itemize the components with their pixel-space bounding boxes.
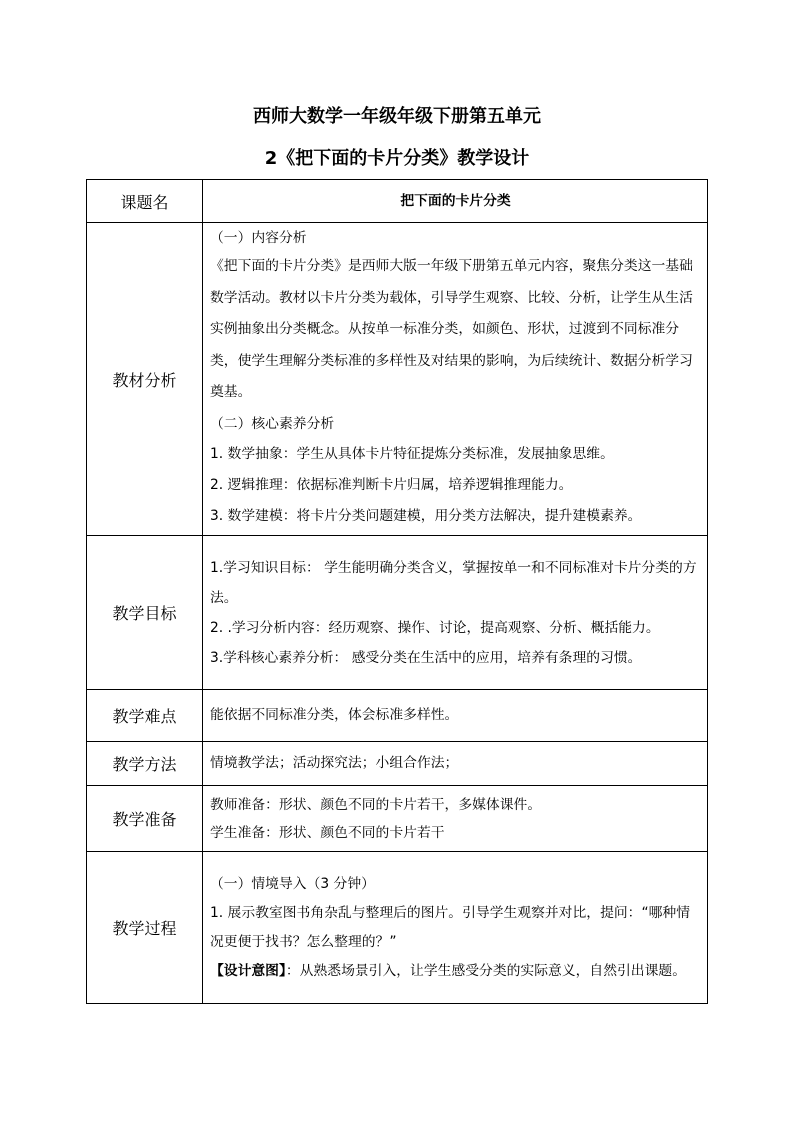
process-step: 1. 展示教室图书角杂乱与整理后的图片。引导学生观察并对比，提问：“哪种情况更便于找书？怎么整理的？” <box>210 904 690 950</box>
course-name-label: 课题名 <box>87 180 203 223</box>
analysis-section1-title: （一）内容分析 <box>210 230 307 247</box>
table-row <box>87 180 708 223</box>
analysis-item: 2. 逻辑推理：依据标准判断卡片归属，培养逻辑推理能力。 <box>210 476 573 493</box>
methods-label: 教学方法 <box>87 742 203 786</box>
goals-cell <box>203 536 708 690</box>
document-title-line1: 西师大数学一年级年级下册第五单元 <box>253 106 541 127</box>
difficulty-text: 能依据不同标准分类，体会标准多样性。 <box>203 690 708 742</box>
table-row <box>87 852 708 1004</box>
analysis-cell <box>203 223 708 536</box>
process-section-title: （一）情境导入（3 分钟） <box>210 875 375 892</box>
process-label: 教学过程 <box>87 852 203 1004</box>
goals-item: 2. .学习分析内容：经历观察、操作、讨论，提高观察、分析、概括能力。 <box>210 619 660 636</box>
teacher-preparation: 教师准备：形状、颜色不同的卡片若干，多媒体课件。 <box>210 796 542 813</box>
goals-label: 教学目标 <box>87 536 203 690</box>
table-row <box>87 742 708 786</box>
table-row <box>87 223 708 536</box>
design-intent <box>210 957 701 986</box>
goals-item: 3.学科核心素养分析： 感受分类在生活中的应用，培养有条理的习惯。 <box>210 649 642 666</box>
table-row <box>87 786 708 852</box>
analysis-label: 教材分析 <box>87 223 203 536</box>
methods-text: 情境教学法；活动探究法；小组合作法； <box>203 742 708 786</box>
analysis-item: 3. 数学建模：将卡片分类问题建模，用分类方法解决，提升建模素养。 <box>210 507 642 524</box>
analysis-section2-title: （二）核心素养分析 <box>210 415 335 432</box>
analysis-section1-text: 《把下面的卡片分类》是西师大版一年级下册第五单元内容，聚焦分类这一基础数学活动。教材以卡片分类为载体，引导学生观察、比较、分析，让学生从生活实例抽象出分类概念。从按单一标准分类，如颜色、形状，过渡到不同标准分类，使学生理解分类标准的多样性及对结果的影响，为后续统计、数据分析学习奠基。 <box>210 258 693 401</box>
difficulty-label: 教学难点 <box>87 690 203 742</box>
table-row <box>87 690 708 742</box>
design-intent-label: 【设计意图】 <box>210 962 286 979</box>
preparation-label: 教学准备 <box>87 786 203 852</box>
student-preparation: 学生准备：形状、颜色不同的卡片若干 <box>210 824 445 841</box>
analysis-item: 1. 数学抽象：学生从具体卡片特征提炼分类标准，发展抽象思维。 <box>210 445 614 462</box>
process-cell <box>203 852 708 1004</box>
goals-item: 1.学习知识目标： 学生能明确分类含义，掌握按单一和不同标准对卡片分类的方法。 <box>210 559 697 606</box>
course-name-value: 把下面的卡片分类 <box>203 180 708 223</box>
document-title-line2: 2《把下面的卡片分类》教学设计 <box>264 148 530 169</box>
lesson-plan-table <box>86 179 708 1004</box>
table-row <box>87 536 708 690</box>
preparation-cell <box>203 786 708 852</box>
design-intent-text: ：从熟悉场景引入，让学生感受分类的实际意义，自然引出课题。 <box>285 962 686 979</box>
